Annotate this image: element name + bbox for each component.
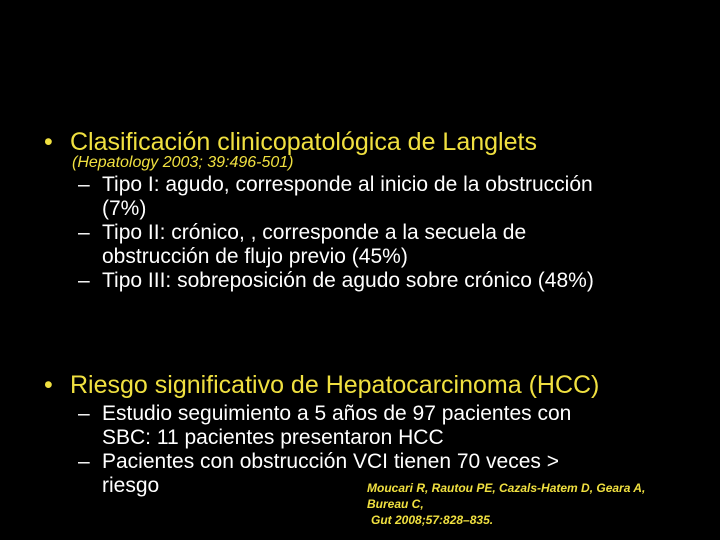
dash-icon: – <box>78 269 90 292</box>
subitem-line: SBC: 11 pacientes presentaron HCC <box>102 426 444 449</box>
dash-icon: – <box>78 450 90 473</box>
citation-journal: Gut 2008;57:828–835. <box>371 513 494 527</box>
citation-gut <box>367 480 645 528</box>
dash-icon: – <box>78 402 90 425</box>
subitem-tipo-ii <box>44 221 594 269</box>
bullet-dot-icon: • <box>44 128 53 156</box>
dash-icon: – <box>78 173 90 196</box>
bullet-text: Riesgo significativo de Hepatocarcinoma (HCC) <box>70 371 600 399</box>
subitem-tipo-i <box>44 173 594 221</box>
bullet-risk <box>44 370 599 400</box>
reference-hepatology: (Hepatology 2003; 39:496-501) <box>72 154 294 171</box>
subitem-line: Tipo II: crónico, , corresponde a la secuela de <box>102 221 527 244</box>
bullet-classification <box>44 127 594 157</box>
citation-authors: Moucari R, Rautou PE, Cazals-Hatem D, Geara A, <box>367 481 646 495</box>
subitem-line: Tipo III: sobreposición de agudo sobre crónico (48%) <box>102 269 594 292</box>
bullet-text: Clasificación clinicopatológica de Langlets <box>70 128 537 156</box>
subitem-line: riesgo <box>102 474 160 497</box>
citation-authors-cont: Bureau C, <box>367 497 424 511</box>
dash-icon: – <box>78 221 90 244</box>
subitem-line: (7%) <box>102 197 147 220</box>
subitem-line: Tipo I: agudo, corresponde al inicio de la obstrucción <box>102 173 593 196</box>
subitem-tipo-iii <box>44 269 594 293</box>
bullet-dot-icon: • <box>44 371 53 399</box>
subitem-line: obstrucción de flujo previo (45%) <box>102 245 408 268</box>
subitem-line: Estudio seguimiento a 5 años de 97 pacientes con <box>102 402 572 425</box>
subitem-estudio <box>44 402 599 450</box>
subitem-line: Pacientes con obstrucción VCI tienen 70 veces > <box>102 450 560 473</box>
bullet-block-risk <box>44 370 599 498</box>
bullet-block-classification <box>44 127 594 293</box>
